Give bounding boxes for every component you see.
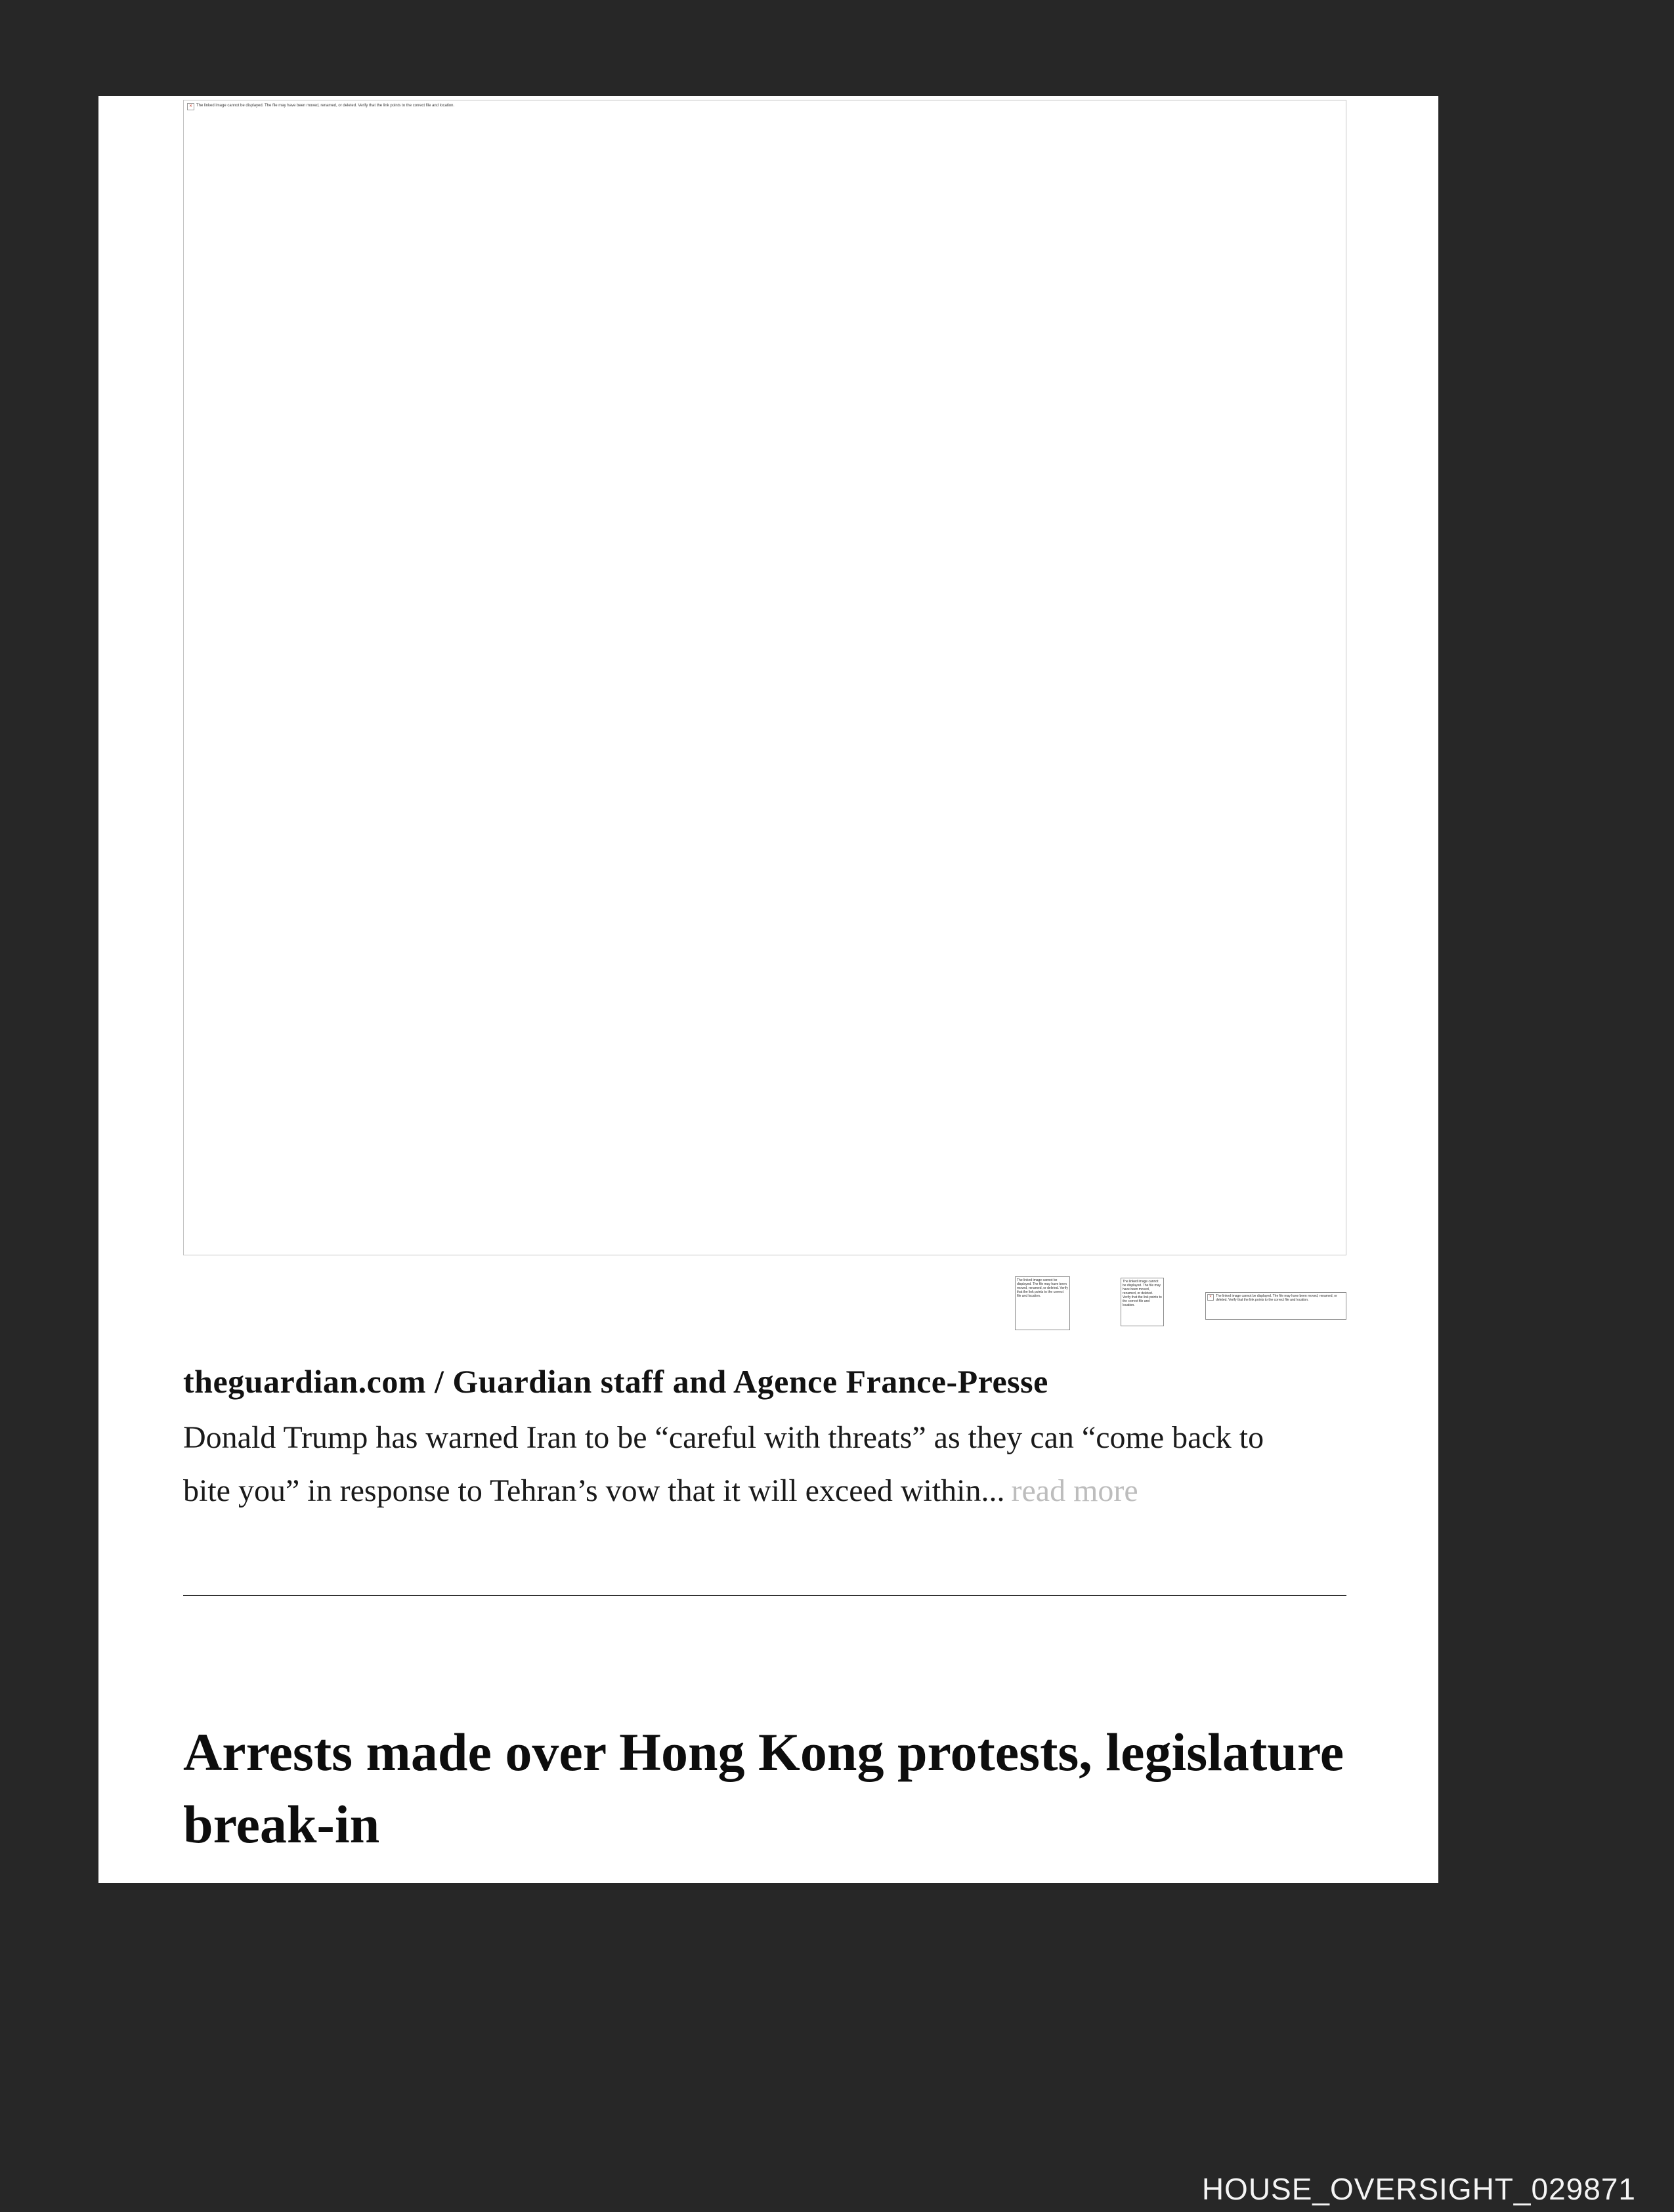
section-divider	[183, 1595, 1346, 1596]
broken-thumbnail-1-alt-text: The linked image cannot be displayed. The file may have been moved, renamed, or deleted. Verify that the link points to the correct file and location.	[1017, 1278, 1068, 1298]
broken-image-icon: ✕	[1207, 1294, 1214, 1301]
broken-thumbnail-3-alt-text: The linked image cannot be displayed. The file may have been moved, renamed, or deleted. Verify that the link points to the correct file and location.	[1216, 1294, 1337, 1302]
broken-thumbnail-2-alt-text: The linked image cannot be displayed. The file may have been moved, renamed, or deleted. Verify that the link points to the correct file and location.	[1123, 1280, 1162, 1307]
article-source-byline: theguardian.com / Guardian staff and Agence France-Presse	[183, 1363, 1048, 1400]
email-page	[98, 96, 1438, 1883]
broken-image-message-row	[184, 100, 1346, 110]
next-article-headline[interactable]: Arrests made over Hong Kong protests, legislature break-in	[183, 1722, 1344, 1854]
read-more-link[interactable]: read more	[1011, 1473, 1138, 1508]
article-excerpt	[183, 1411, 1312, 1517]
broken-image-icon: ✕	[187, 103, 194, 110]
bates-number: HOUSE_OVERSIGHT_029871	[1201, 2172, 1636, 2206]
broken-thumbnail-3	[1205, 1292, 1346, 1320]
article-excerpt-text: Donald Trump has warned Iran to be “careful with threats” as they can “come back to bite you” in response to Tehran’s vow that it will exceed within...	[183, 1420, 1264, 1508]
hero-broken-image	[183, 100, 1346, 1255]
broken-thumbnail-2	[1121, 1278, 1164, 1326]
hero-alt-text: The linked image cannot be displayed. The file may have been moved, renamed, or deleted. Verify that the link points to the correct file and location.	[196, 104, 455, 108]
broken-thumbnail-1	[1015, 1276, 1070, 1330]
